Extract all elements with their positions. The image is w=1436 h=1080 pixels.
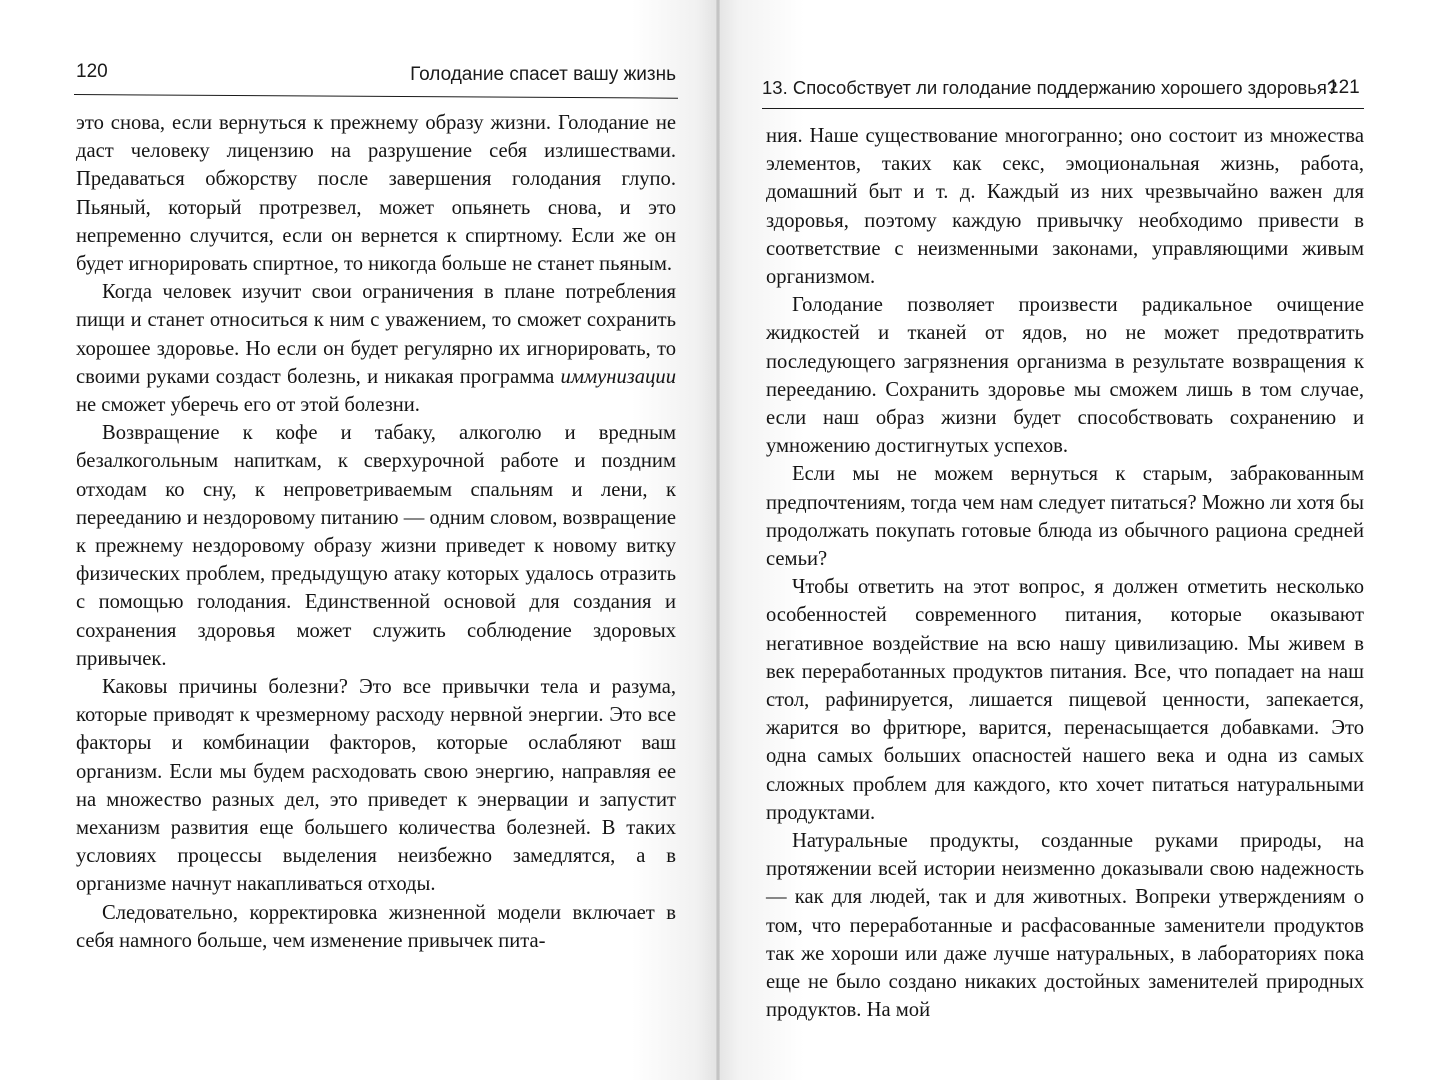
paragraph: ния. Наше существование многогранно; оно состоит из множества элементов, таких как секс, эмоциональная жизнь, работа, домашний быт и т. д. Каждый из них чрезвычайно важен для здоровья, поэтому каждую привычку необходимо привести в соответствие с неизменными законами, управляющими живым организмом. xyxy=(766,125,1364,289)
paragraph xyxy=(76,278,676,419)
paragraph-text: не сможет уберечь его от этой болезни. xyxy=(76,394,420,417)
italic-term: иммунизации xyxy=(560,365,676,388)
left-body-text xyxy=(76,109,676,955)
paragraph: Натуральные продукты, созданные руками природы, на протяжении всей истории неизменно доказывали свою надежность — как для людей, так и для животных. Вопреки утверждениям о том, что переработанные и расфасованные заменители продуктов так же хороши или даже лучше натуральных, в лабораториях пока еще не было создано никаких достойных заменителей природных продуктов. На мой xyxy=(766,830,1364,1022)
paragraph: это снова, если вернуться к прежнему образу жизни. Голодание не даст человеку лицензию на разрушение себя излишествами. Предаваться обжорству после завершения голодания глупо. Пьяный, который протрезвел, может опьянеть снова, и это непременно случится, если он вернется к спиртному. Если же он будет игнорировать спиртное, то никогда больше не станет пьяным. xyxy=(76,112,676,276)
left-running-title: Голодание спасет вашу жизнь xyxy=(410,64,676,85)
right-page xyxy=(718,0,1436,1080)
paragraph: Каковы причины болезни? Это все привычки тела и разума, которые приводят к чрезмерному расходу нервной энергии. Это все факторы и комбинации факторов, которые ослабляют ваш организм. Если мы будем расходовать свою энергию, направляя ее на множество разных дел, это приведет к энервации и запустит механизм развития еще большего количества болезней. В таких условиях процессы выделения неизбежно замедлятся, а в организме начнут накапливаться отходы. xyxy=(76,676,676,896)
left-header-rule xyxy=(74,94,678,99)
right-header-rule xyxy=(762,108,1364,109)
left-page-number: 120 xyxy=(76,61,108,82)
right-body-text xyxy=(766,122,1364,1025)
right-running-title: 13. Способствует ли голодание поддержанию хорошего здоровья? xyxy=(762,77,1338,98)
paragraph: Чтобы ответить на этот вопрос, я должен отметить несколько особенностей современного питания, которые оказывают негативное воздействие на всю нашу цивилизацию. Мы живем в век переработанных продуктов питания. Все, что попадает на наш стол, рафинируется, лишается пищевой ценности, запекается, жарится во фритюре, варится, перенасыщается добавками. Это одна самых больших опасностей нашего века и одна из самых сложных проблем для каждого, кто хочет питаться натуральными продуктами. xyxy=(766,576,1364,824)
paragraph: Возвращение к кофе и табаку, алкоголю и вредным безалкогольным напиткам, к сверхурочной работе и поздним отходам ко сну, к непроветриваемым спальням и лени, к перееданию и нездоровому питанию — одним словом, возвращение к прежнему нездоровому образу жизни приведет к новому витку физических проблем, предыдущую атаку которых удалось отразить с помощью голодания. Единственной основой для создания и сохранения здоровья может служить соблюдение здоровых привычек. xyxy=(76,422,676,670)
paragraph: Следовательно, корректировка жизненной модели включает в себя намного больше, чем изменение привычек пита- xyxy=(76,901,676,952)
book-gutter xyxy=(716,0,720,1080)
paragraph: Если мы не можем вернуться к старым, забракованным предпочтениям, тогда чем нам следует питаться? Можно ли хотя бы продолжать покупать готовые блюда из обычного рациона средней семьи? xyxy=(766,463,1364,571)
right-page-number: 121 xyxy=(1328,77,1360,98)
paragraph-text: Когда человек изучит свои ограничения в плане потребления пищи и станет относиться к ним с уважением, то сможет сохранить хорошее здоровье. Но если он будет регулярно их игнорировать, то своими руками создаст болезнь, и никакая программа xyxy=(76,281,676,388)
paragraph: Голодание позволяет произвести радикальное очищение жидкостей и тканей от ядов, но не может предотвратить последующего загрязнения организма в результате возвращения к перееданию. Сохранить здоровье мы сможем лишь в том случае, если наш образ жизни будет способствовать сохранению и умножению достигнутых успехов. xyxy=(766,294,1364,458)
